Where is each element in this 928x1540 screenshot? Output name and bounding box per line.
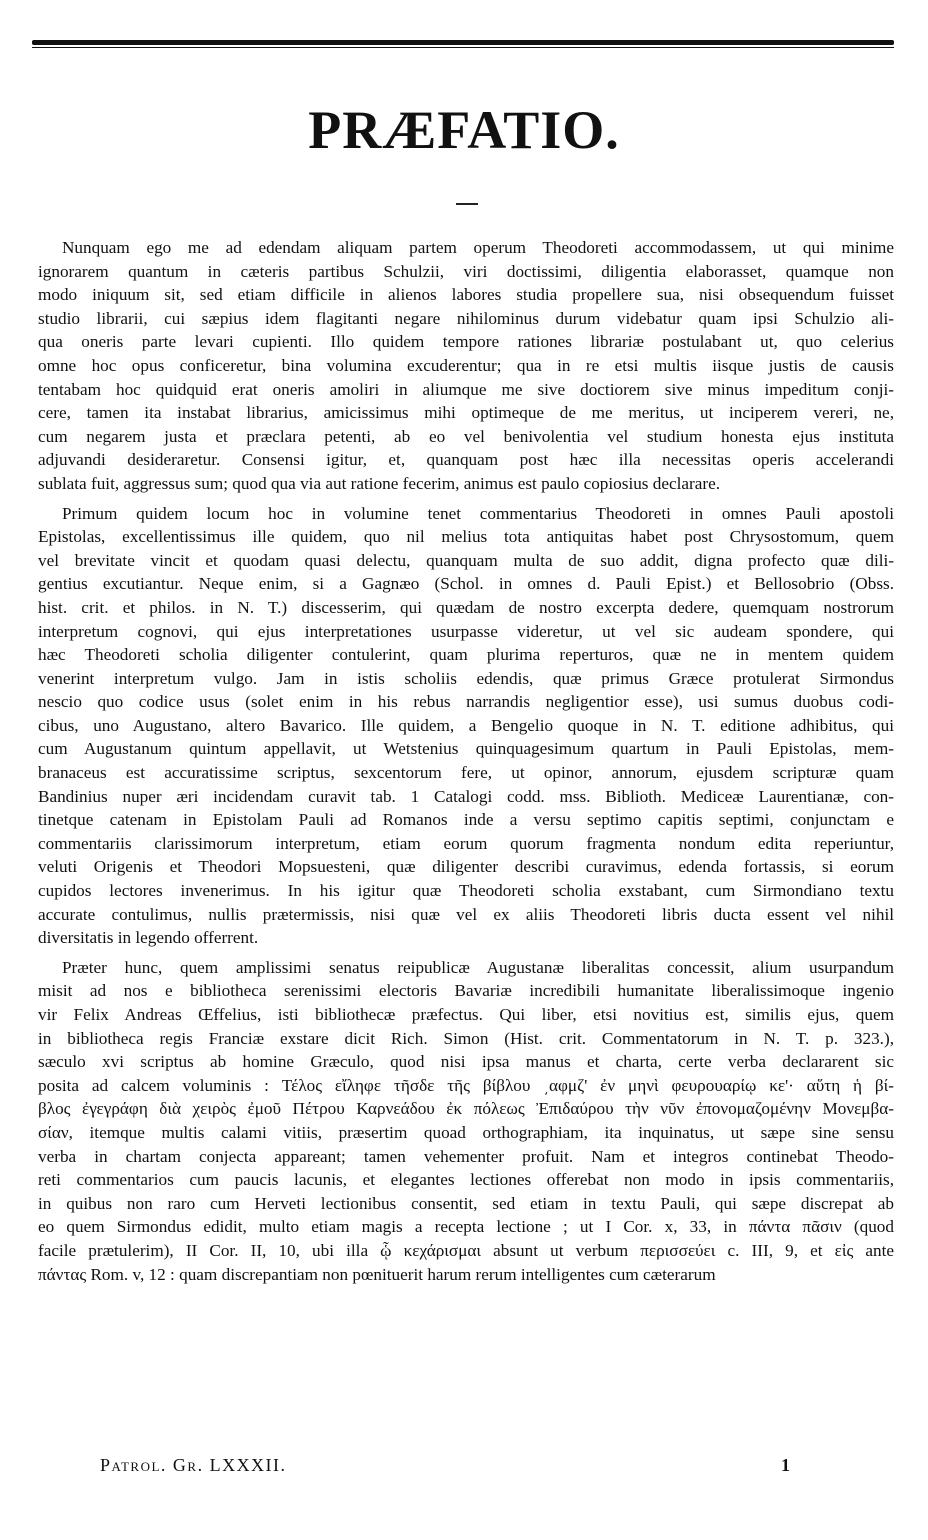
text-line: Præter hunc, quem amplissimi senatus reipublicæ Augustanæ liberalitas concessit, alium usurpandum [62, 957, 894, 977]
text-line: diversitatis in legendo offerrent. [38, 928, 259, 948]
text-line: omne hoc opus conficeretur, bina volumina excuderentur; qua in re etsi multis iisque justis de causis [38, 355, 894, 375]
header-rule-thick [32, 40, 894, 45]
text-line: hæc Theodoreti scholia diligenter contulerint, quam plurima reperturos, quæ ne in mentem quidem [38, 645, 894, 665]
text-line: commentariis clarissimorum interpretum, etiam eorum quorum fragmenta nondum edita reperiuntur, [38, 833, 894, 853]
text-line: Bandinius nuper æri incidendam curavit tab. 1 Catalogi codd. mss. Biblioth. Mediceæ Laurentianæ, con- [38, 786, 894, 806]
printer-signature: Patrol. Gr. LXXXII. [100, 1455, 287, 1475]
text-line: nescio quo codice usus (solet enim in his rebus narrandis negligentior esse), usi sumus duobus codi- [38, 692, 894, 712]
text-line: venerint interpretum vulgo. Jam in istis scholiis edendis, quæ primus Græce protulerat Sirmondus [38, 668, 894, 688]
text-line: interpretum cognovi, qui ejus interpretationes usurpasse videretur, ut vel sic audeam spondere, qui [38, 621, 894, 641]
text-line: qua oneris parte levari cupienti. Illo quidem tempore rationes librariæ postulabant ut, quo celerius [38, 332, 894, 352]
page-title: PRÆFATIO. [308, 100, 620, 160]
text-line: reti commentarios cum paucis lacunis, et elegantes lectiones offerebat non modo in ipsis commentariis, [38, 1170, 894, 1190]
text-line: in quibus non raro cum Herveti lectionibus consentit, sed etiam in textu Pauli, qui sæpe discrepat ab [38, 1193, 894, 1213]
text-line: sæculo xvi scriptus ab homine Græculo, quod nisi ipsa manus et charta, certe verba declararent sic [38, 1052, 894, 1072]
text-line: σίαν, itemque multis calami vitiis, præsertim quoad orthographiam, ita inquinatus, ut sæpe sine sensu [38, 1122, 894, 1142]
text-line: hist. crit. et philos. in N. T.) discesserim, qui quædam de nostro excerpta dedere, quemquam nostrorum [38, 597, 894, 617]
text-line: Epistolas, excellentissimus ille quidem, quo nil melius tota antiquitas habet post Chrysostomum, quem [38, 527, 894, 547]
text-line: vel brevitate vincit et quodam quasi delectu, quanquam multa de suo addit, digna profecto quæ dili- [38, 550, 894, 570]
text-line: ignorarem quantum in cæteris partibus Schulzii, viri doctissimi, diligentia elaborasset, quamque non [38, 261, 894, 281]
text-line: Primum quidem locum hoc in volumine tenet commentarius Theodoreti in omnes Pauli apostoli [62, 503, 894, 523]
text-line: verba in chartam conjecta appareant; tamen vehementer profuit. Nam et integros continebat Theodo- [38, 1146, 894, 1166]
text-line: vir Felix Andreas Œffelius, isti bibliothecæ præfectus. Qui liber, etsi novitius est, similis ejus, quem [38, 1005, 894, 1024]
page-footer [100, 1452, 840, 1478]
text-line: gentius excutiantur. Neque enim, si a Gagnæo (Schol. in omnes d. Pauli Epist.) et Bellosobrio (Obss. [38, 574, 894, 594]
body-text [38, 236, 894, 1286]
text-line: studio librarii, cui sæpius idem flagitanti negare nihilominus durum videbatur quam ipsi Schulzio ali- [38, 308, 894, 328]
text-line: misit ad nos e bibliotheca serenissimi electoris Bavariæ incredibili humanitate liberalissimoque ingenio [38, 981, 894, 1001]
text-line: posita ad calcem voluminis : Τέλος εἴληφε τῆσδε τῆς βίβλου ͵αφμζ' ἐν μηνὶ φευρουαρίῳ κε'· αὕτη ἡ βί- [38, 1075, 894, 1095]
header-rule-thin [32, 47, 894, 48]
paragraph [38, 502, 894, 950]
text-line: tentabam hoc quidquid erat oneris amoliri in aliumque me sive doctiorem sive minus impeditum conji- [38, 379, 894, 399]
text-line: branaceus est accuratissime scriptus, sexcentorum fere, ut opinor, annorum, ejusdem scripturæ quam [38, 763, 894, 783]
text-line: facile prætulerim), II Cor. II, 10, ubi illa ᾧ κεχάρισμαι absunt ut verbum περισσεύει c. III, 9, et εἰς ante [38, 1240, 894, 1260]
text-line: Nunquam ego me ad edendam aliquam partem operum Theodoreti accommodassem, ut qui minime [62, 238, 894, 257]
page-number: 1 [781, 1455, 790, 1475]
text-line: βλος ἐγεγράφη διὰ χειρὸς ἐμοῦ Πέτρου Καρνεάδου ἐκ πόλεως Ἐπιδαύρου τὴν νῦν ἐπονομαζομένην Μονεμβα- [38, 1099, 894, 1119]
text-line: cibus, uno Augustano, altero Bavarico. Ille quidem, a Bengelio quoque in N. T. editione adhibitus, qui [38, 715, 894, 735]
text-line: πάντας Rom. v, 12 : quam discrepantiam non pœnituerit harum rerum intelligentes cum cæterarum [38, 1264, 716, 1284]
text-line: adjuvandi desideraretur. Consensi igitur, et, quanquam post hæc illa necessitas operis accelerandi [38, 450, 894, 470]
text-line: cere, tamen ita instabat librarius, amicissimus mihi optimeque de me meritus, ut inciperem vereri, ne, [38, 403, 894, 423]
header-rule [32, 38, 894, 50]
paragraph [38, 236, 894, 496]
text-line: accurate contulimus, nullis prætermissis, nisi quæ vel ex aliis Theodoreti libris ducta essent vel nihil [38, 904, 894, 924]
text-line: cum Augustanum quintum appellavit, ut Wetstenius quinquagesimum quartum in Pauli Epistolas, mem- [38, 739, 894, 759]
text-line: in bibliotheca regis Franciæ exstare dicit Rich. Simon (Hist. crit. Commentatorum in N. T. p. 323.), [38, 1028, 894, 1048]
text-line: eo quem Sirmondus edidit, multo etiam magis a recepta lectione ; ut I Cor. x, 33, in πάντα πᾶσιν (quod [38, 1217, 894, 1237]
text-line: sublata fuit, aggressus sum; quod qua via aut ratione fecerim, animus est paulo copiosius declarare. [38, 473, 721, 493]
title-divider [456, 203, 478, 205]
text-line: cupidos lectores invenerimus. In his igitur quæ Theodoreti scholia exstabant, cum Sirmondiano textu [38, 881, 894, 901]
text-line: cum negarem justa et præclara petenti, ab eo vel benivolentia vel studium honesta ejus instituta [38, 426, 894, 446]
paragraph [38, 956, 894, 1286]
text-line: modo iniquum sit, sed etiam difficile in alienos labores studia propellere sua, nisi obsequendum fuisset [38, 285, 894, 305]
text-line: veluti Origenis et Theodori Mopsuesteni, quæ diligenter describi curavimus, edenda fortassis, si eorum [38, 857, 894, 877]
text-line: tinetque catenam in Epistolam Pauli ad Romanos inde a versu septimo capitis septimi, conjunctam e [38, 810, 894, 830]
